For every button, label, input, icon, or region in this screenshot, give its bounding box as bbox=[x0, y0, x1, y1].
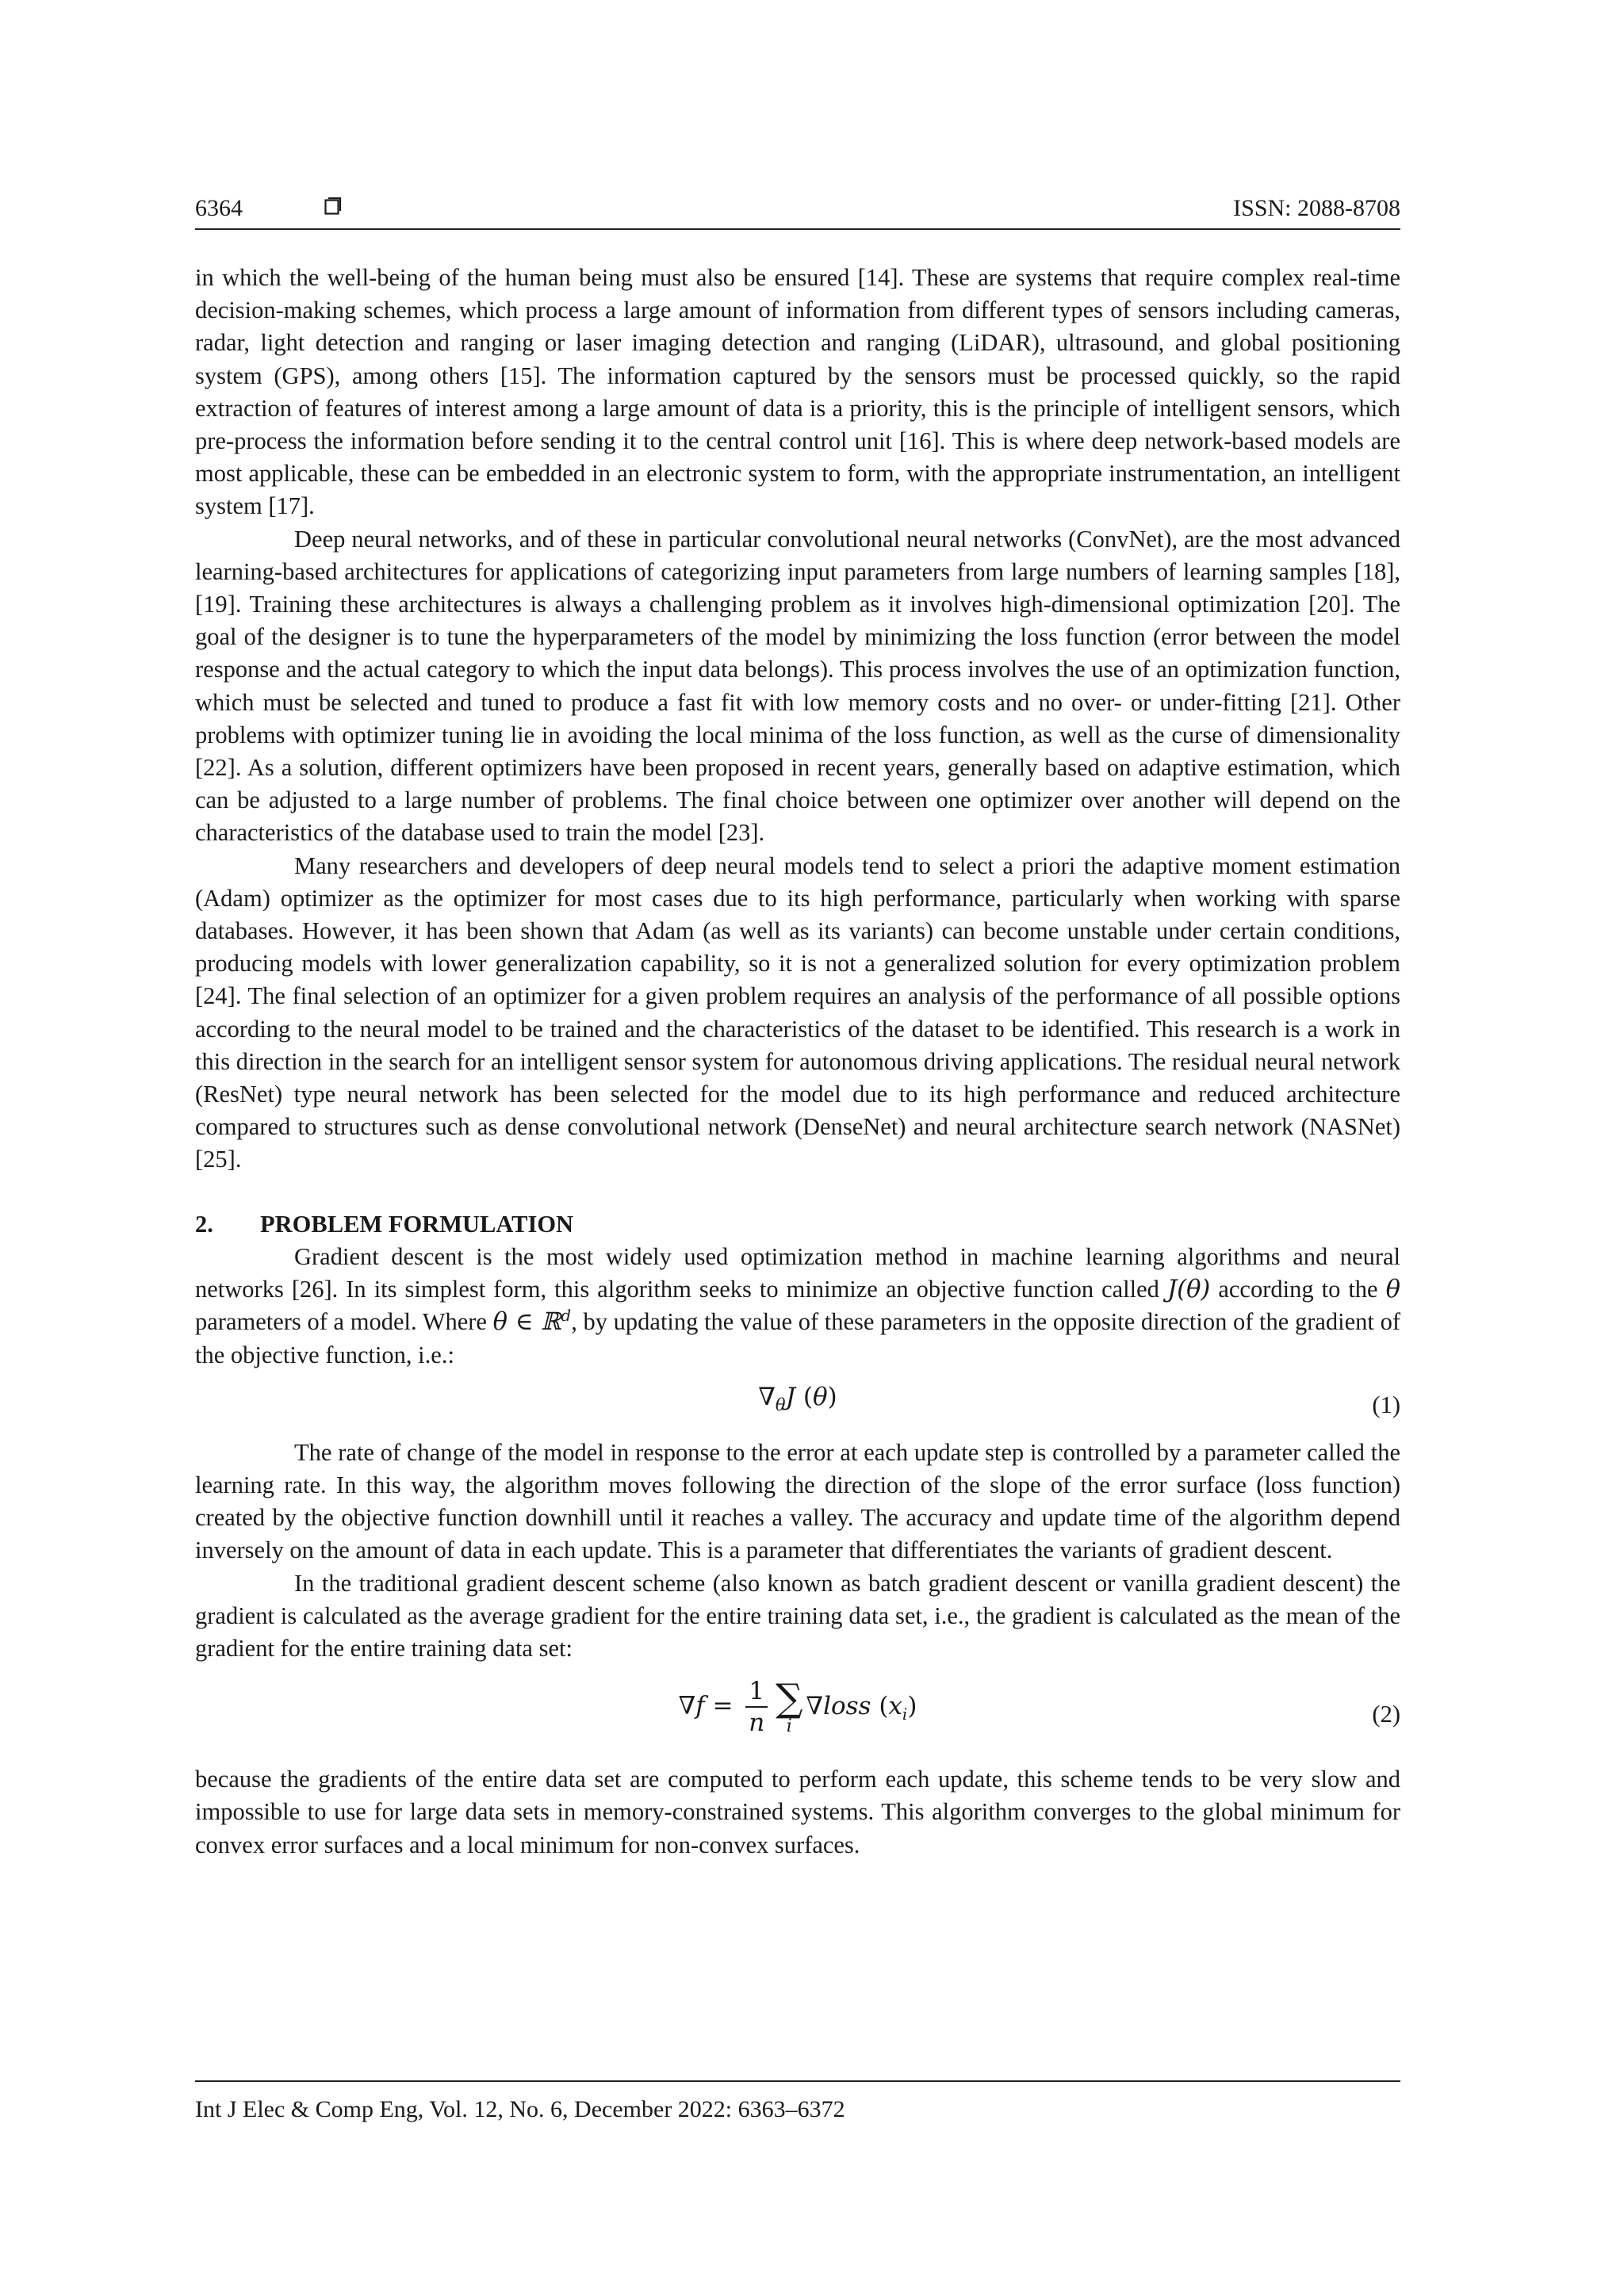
paragraph-5: The rate of change of the model in response to the error at each update step is controlled by a parameter called the learning rate. In this way, the algorithm moves following the direction of the slope of the error surface (loss function) created by the objective function downhill until it reaches a valley. The accuracy and update time of the algorithm depend inversely on the amount of data in each update. This is a parameter that differentiates the variants of gradient descent. bbox=[195, 1438, 1400, 1564]
inline-math-d: d bbox=[561, 1306, 572, 1326]
footer-citation: Int J Elec & Comp Eng, Vol. 12, No. 6, December 2022: 6363–6372 bbox=[195, 2096, 845, 2122]
paragraph-6: In the traditional gradient descent scheme (also known as batch gradient descent or vanilla gradient descent) the gradient is calculated as the average gradient for the entire training data set, i.e., the gradient is calculated as the mean of the gradient for the entire training data set: bbox=[195, 1569, 1400, 1662]
equation-2-sum-index: i bbox=[786, 1716, 792, 1737]
equation-2-sum: ∑ i bbox=[776, 1676, 803, 1737]
paragraph-4-part-b: according to the bbox=[1210, 1276, 1386, 1303]
issn-label: ISSN: 2088-8708 bbox=[1233, 195, 1400, 221]
equation-2-lhs: ∇f = bbox=[678, 1691, 733, 1720]
paragraph-3: Many researchers and developers of deep neural models tend to select a priori the adaptive moment estimation (Adam) optimizer as the optimizer for most cases due to its high performance, particularly when working with sparse databases. However, it has been shown that Adam (as well as its variants) can become unstable under certain conditions, producing models with lower generalization capability, so it is not a generalized solution for every optimization problem [24]. The final selection of an optimizer for a given problem requires an analysis of the performance of all possible options according to the neural model to be trained and the characteristics of the dataset to be identified. This research is a work in this direction in the search for an intelligent sensor system for autonomous driving applications. The residual neural network (ResNet) type neural network has been selected for the model due to its high performance and reduced architecture compared to structures such as dense convolutional network (DenseNet) and neural architecture search network (NASNet) [25]. bbox=[195, 851, 1400, 1173]
equation-2 bbox=[195, 1676, 1400, 1757]
paragraph-7: because the gradients of the entire data set are computed to perform each update, this scheme tends to be very slow and impossible to use for large data sets in memory-constrained systems. This algorithm converges to the global minimum for convex error surfaces and a local minimum for non-convex surfaces. bbox=[195, 1766, 1400, 1858]
paragraph-4-part-a: Gradient descent is the most widely used optimization method in machine learning algorithms and neural networks [26]. In its simplest form, this algorithm seeks to minimize an objective function called bbox=[195, 1242, 1400, 1303]
equation-2-rhs: ∇loss $(x_i)$ bbox=[806, 1691, 917, 1724]
section-number: 2. bbox=[195, 1210, 213, 1238]
equation-2-number: (2) bbox=[1372, 1701, 1400, 1728]
equation-2-rhs-sub: i bbox=[902, 1704, 908, 1724]
inline-math-theta: θ bbox=[1385, 1276, 1400, 1304]
paragraph-2: Deep neural networks, and of these in particular convolutional neural networks (ConvNet), are the most advanced learning-based architectures for applications of categorizing input parameters from large numbers of learning samples [18], [19]. Training these architectures is always a challenging problem as it involves high-dimensional optimization [20]. The goal of the designer is to tune the hyperparameters of the model by minimizing the loss function (error between the model response and the actual category to which the input data belongs). This process involves the use of an optimization function, which must be selected and tuned to produce a fast fit with low memory costs and no over- or under-fitting [21]. Other problems with optimizer tuning lie in avoiding the local minima of the loss function, as well as the curse of dimensionality [22]. As a solution, different optimizers have been proposed in recent years, generally based on adaptive estimation, which can be adjusted to a large number of problems. The final choice between one optimizer over another will depend on the characteristics of the database used to train the model [23]. bbox=[195, 525, 1400, 847]
inline-math-j-theta: J(θ) bbox=[1166, 1276, 1211, 1304]
body-text bbox=[195, 262, 1400, 1862]
paragraph-4-part-d: , by updating the value of these parameters in the opposite direction of the gradient of the objective function, i.e.: bbox=[195, 1308, 1400, 1368]
page-number: 6364 bbox=[195, 195, 243, 221]
equation-2-expression bbox=[195, 1676, 1400, 1738]
page-footer bbox=[195, 2080, 1400, 2123]
inline-math-theta-in-r: θ ∈ ℝ bbox=[492, 1308, 561, 1337]
page-header bbox=[195, 187, 1400, 230]
paragraph-4 bbox=[195, 1241, 1400, 1372]
paragraph-1: in which the well-being of the human being must also be ensured [14]. These are systems that require complex real-time decision-making schemes, which process a large amount of information from different types of sensors including cameras, radar, light detection and ranging or laser imaging detection and ranging (LiDAR), ultrasound, and global positioning system (GPS), among others [15]. The information captured by the sensors must be processed quickly, so the rapid extraction of features of interest among a large amount of data is a priority, this is the principle of intelligent sensors, which pre-process the information before sending it to the central control unit [16]. This is where deep network-based models are most applicable, these can be embedded in an electronic system to form, with the appropriate instrumentation, an intelligent system [17]. bbox=[195, 264, 1400, 520]
paragraph-4-part-c: parameters of a model. Where bbox=[195, 1308, 493, 1336]
equation-2-fraction bbox=[745, 1676, 768, 1738]
equation-2-denominator: n bbox=[749, 1709, 765, 1738]
equation-1-number: (1) bbox=[1372, 1391, 1400, 1418]
equation-2-numerator: 1 bbox=[745, 1676, 768, 1708]
square-box-icon bbox=[324, 197, 342, 216]
section-heading bbox=[195, 1208, 1400, 1241]
equation-1 bbox=[195, 1381, 1400, 1430]
equation-1-expression: $\nabla_\theta J$ (θ) bbox=[758, 1382, 837, 1414]
section-title: PROBLEM FORMULATION bbox=[260, 1210, 574, 1238]
